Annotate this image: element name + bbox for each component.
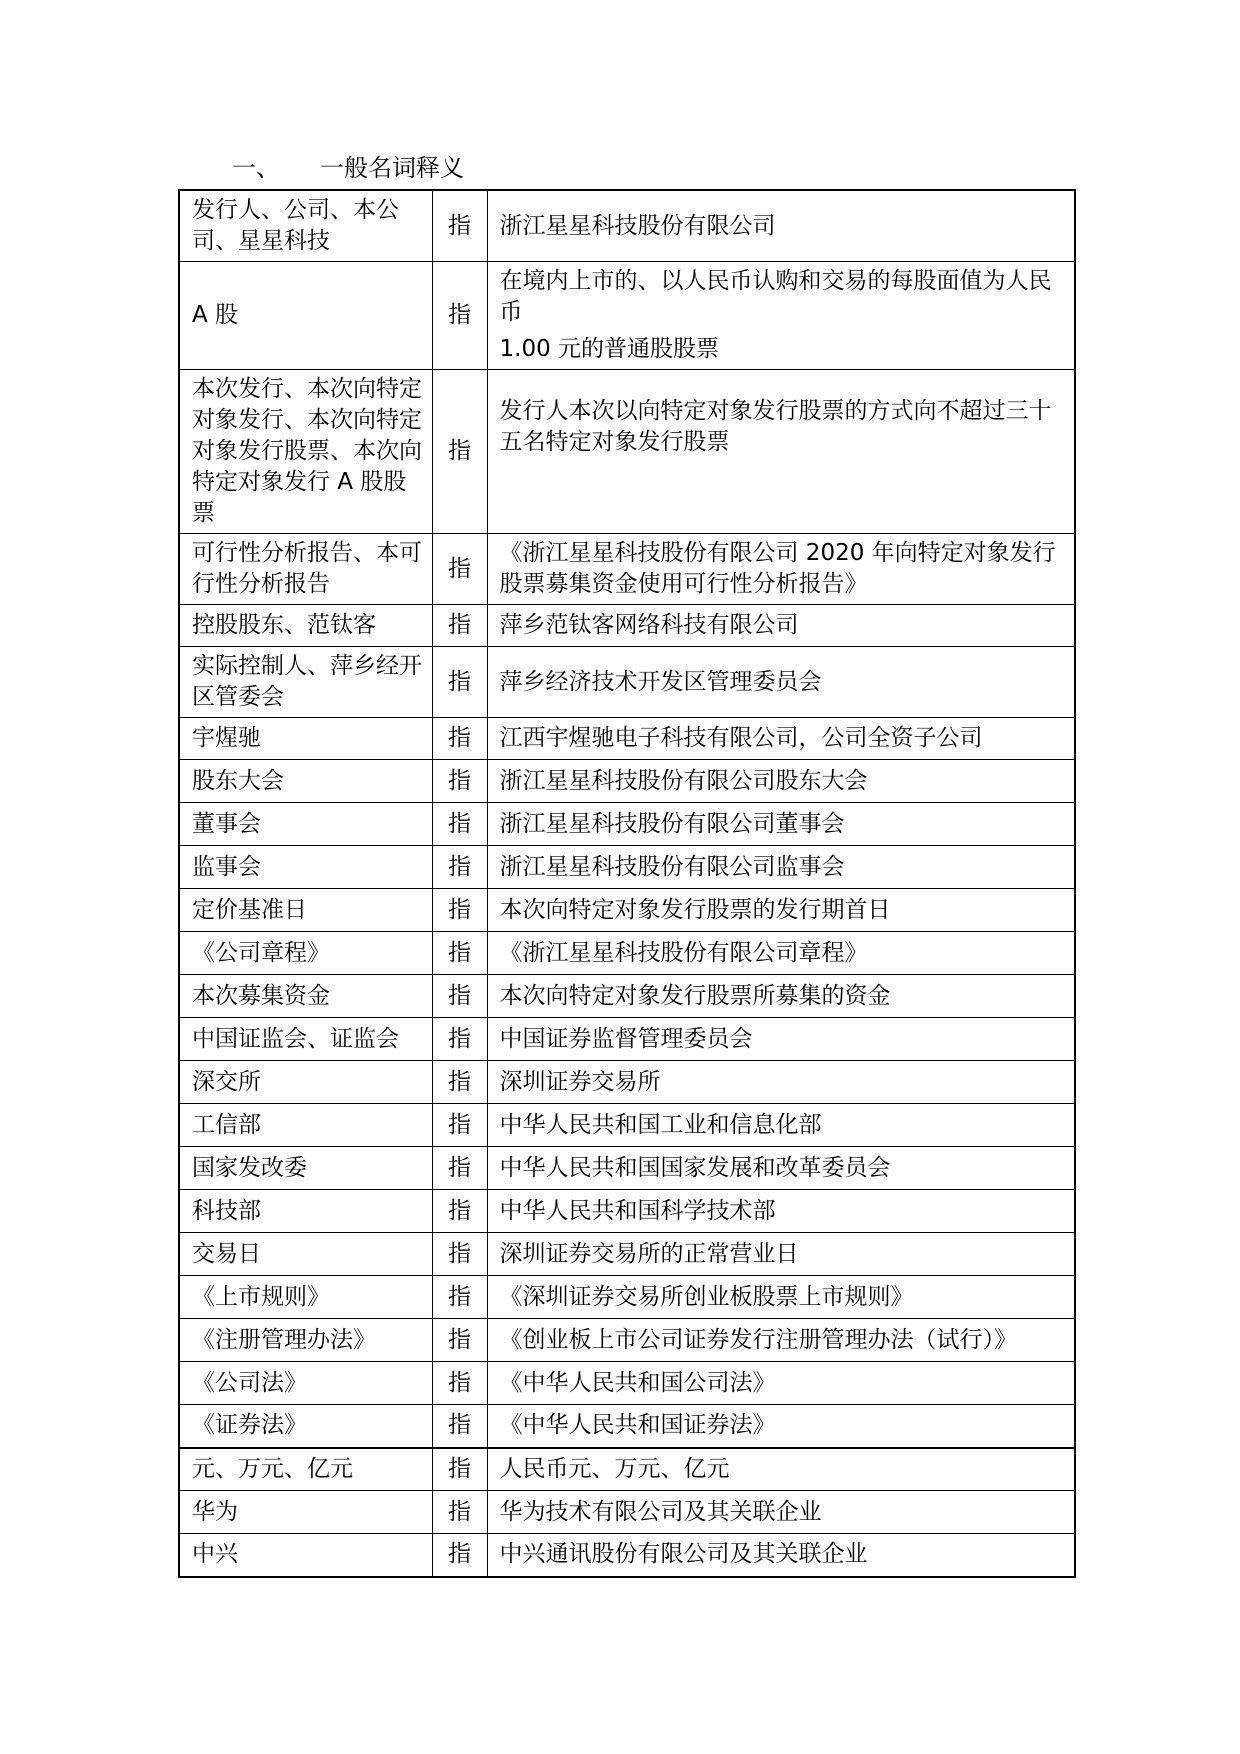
table-row (179, 1061, 1075, 1104)
term-cell: 《证券法》 (179, 1405, 432, 1448)
term-cell: 《上市规则》 (179, 1276, 432, 1319)
term-cell: 可行性分析报告、本可行性分析报告 (179, 534, 432, 605)
definition-cell: 中国证券监督管理委员会 (487, 1018, 1075, 1061)
table-row (179, 605, 1075, 647)
table-row (179, 1362, 1075, 1405)
ref-cell: 指 (432, 760, 487, 803)
table-row (179, 1233, 1075, 1276)
term-cell: 实际控制人、萍乡经开区管委会 (179, 647, 432, 718)
definition-cell: 中华人民共和国科学技术部 (487, 1190, 1075, 1233)
section-title: 一般名词释义 (320, 154, 464, 182)
ref-cell: 指 (432, 1319, 487, 1362)
definition-cell: 《中华人民共和国证券法》 (487, 1405, 1075, 1448)
definition-cell: 中兴通讯股份有限公司及其关联企业 (487, 1534, 1075, 1577)
term-cell: 监事会 (179, 846, 432, 889)
definition-cell: 《中华人民共和国公司法》 (487, 1362, 1075, 1405)
term-cell: 元、万元、亿元 (179, 1448, 432, 1491)
definition-cell (487, 262, 1075, 370)
definition-cell: 华为技术有限公司及其关联企业 (487, 1491, 1075, 1534)
definition-cell: 中华人民共和国工业和信息化部 (487, 1104, 1075, 1147)
definition-line: 在境内上市的、以人民币认购和交易的每股面值为人民币 (499, 268, 1052, 325)
table-row (179, 803, 1075, 846)
definition-cell: 浙江星星科技股份有限公司股东大会 (487, 760, 1075, 803)
table-row (179, 647, 1075, 718)
ref-cell: 指 (432, 190, 487, 262)
definition-cell: 本次向特定对象发行股票所募集的资金 (487, 975, 1075, 1018)
ref-cell: 指 (432, 605, 487, 647)
table-row (179, 190, 1075, 262)
definition-cell: 本次向特定对象发行股票的发行期首日 (487, 889, 1075, 932)
ref-cell: 指 (432, 1147, 487, 1190)
definition-cell: 人民币元、万元、亿元 (487, 1448, 1075, 1491)
definition-cell: 深圳证券交易所 (487, 1061, 1075, 1104)
ref-cell: 指 (432, 1534, 487, 1577)
definition-cell: 《创业板上市公司证券发行注册管理办法（试行）》 (487, 1319, 1075, 1362)
term-cell: 宇煋驰 (179, 718, 432, 760)
definition-cell: 《浙江星星科技股份有限公司 2020 年向特定对象发行股票募集资金使用可行性分析报告》 (487, 534, 1075, 605)
table-row (179, 718, 1075, 760)
ref-cell: 指 (432, 1061, 487, 1104)
ref-cell: 指 (432, 1448, 487, 1491)
definition-cell: 萍乡范钛客网络科技有限公司 (487, 605, 1075, 647)
ref-cell: 指 (432, 1018, 487, 1061)
term-cell: 中国证监会、证监会 (179, 1018, 432, 1061)
term-cell: 《公司法》 (179, 1362, 432, 1405)
ref-cell: 指 (432, 1104, 487, 1147)
definition-cell: 萍乡经济技术开发区管理委员会 (487, 647, 1075, 718)
ref-cell: 指 (432, 889, 487, 932)
table-row (179, 760, 1075, 803)
term-cell: 股东大会 (179, 760, 432, 803)
table-row (179, 1018, 1075, 1061)
term-cell: A 股 (179, 262, 432, 370)
table-row (179, 1319, 1075, 1362)
definition-cell: 发行人本次以向特定对象发行股票的方式向不超过三十五名特定对象发行股票 (487, 370, 1075, 534)
term-cell: 发行人、公司、本公司、星星科技 (179, 190, 432, 262)
term-cell: 本次发行、本次向特定对象发行、本次向特定对象发行股票、本次向特定对象发行 A 股股票 (179, 370, 432, 534)
table-row (179, 1448, 1075, 1491)
term-cell: 工信部 (179, 1104, 432, 1147)
definition-line: 1.00 元的普通股股票 (499, 336, 720, 362)
term-cell: 控股股东、范钛客 (179, 605, 432, 647)
definitions-table (178, 189, 1076, 1578)
ref-cell: 指 (432, 803, 487, 846)
table-row (179, 1534, 1075, 1577)
term-cell: 《公司章程》 (179, 932, 432, 975)
section-heading (232, 152, 464, 184)
ref-cell: 指 (432, 1405, 487, 1448)
ref-cell: 指 (432, 534, 487, 605)
definition-cell: 浙江星星科技股份有限公司监事会 (487, 846, 1075, 889)
table-row (179, 370, 1075, 534)
definition-cell: 《深圳证券交易所创业板股票上市规则》 (487, 1276, 1075, 1319)
table-row (179, 1190, 1075, 1233)
term-cell: 中兴 (179, 1534, 432, 1577)
ref-cell: 指 (432, 1233, 487, 1276)
definition-cell: 《浙江星星科技股份有限公司章程》 (487, 932, 1075, 975)
term-cell: 交易日 (179, 1233, 432, 1276)
ref-cell: 指 (432, 647, 487, 718)
ref-cell: 指 (432, 975, 487, 1018)
table-row (179, 262, 1075, 370)
table-row (179, 1276, 1075, 1319)
ref-cell: 指 (432, 932, 487, 975)
table-row (179, 846, 1075, 889)
definition-cell: 中华人民共和国国家发展和改革委员会 (487, 1147, 1075, 1190)
ref-cell: 指 (432, 846, 487, 889)
term-cell: 深交所 (179, 1061, 432, 1104)
table-row (179, 1104, 1075, 1147)
table-row (179, 932, 1075, 975)
term-cell: 华为 (179, 1491, 432, 1534)
term-cell: 《注册管理办法》 (179, 1319, 432, 1362)
definition-cell: 深圳证券交易所的正常营业日 (487, 1233, 1075, 1276)
section-number: 一、 (232, 154, 280, 182)
ref-cell: 指 (432, 262, 487, 370)
definition-cell: 江西宇煋驰电子科技有限公司，公司全资子公司 (487, 718, 1075, 760)
term-cell: 国家发改委 (179, 1147, 432, 1190)
term-cell: 董事会 (179, 803, 432, 846)
term-cell: 定价基准日 (179, 889, 432, 932)
table-row (179, 1405, 1075, 1448)
ref-cell: 指 (432, 1276, 487, 1319)
definition-cell: 浙江星星科技股份有限公司 (487, 190, 1075, 262)
table-row (179, 889, 1075, 932)
term-cell: 本次募集资金 (179, 975, 432, 1018)
table-row (179, 1491, 1075, 1534)
ref-cell: 指 (432, 1362, 487, 1405)
ref-cell: 指 (432, 370, 487, 534)
table-row (179, 1147, 1075, 1190)
ref-cell: 指 (432, 1491, 487, 1534)
term-cell: 科技部 (179, 1190, 432, 1233)
table-row (179, 534, 1075, 605)
ref-cell: 指 (432, 1190, 487, 1233)
table-row (179, 975, 1075, 1018)
ref-cell: 指 (432, 718, 487, 760)
definition-cell: 浙江星星科技股份有限公司董事会 (487, 803, 1075, 846)
